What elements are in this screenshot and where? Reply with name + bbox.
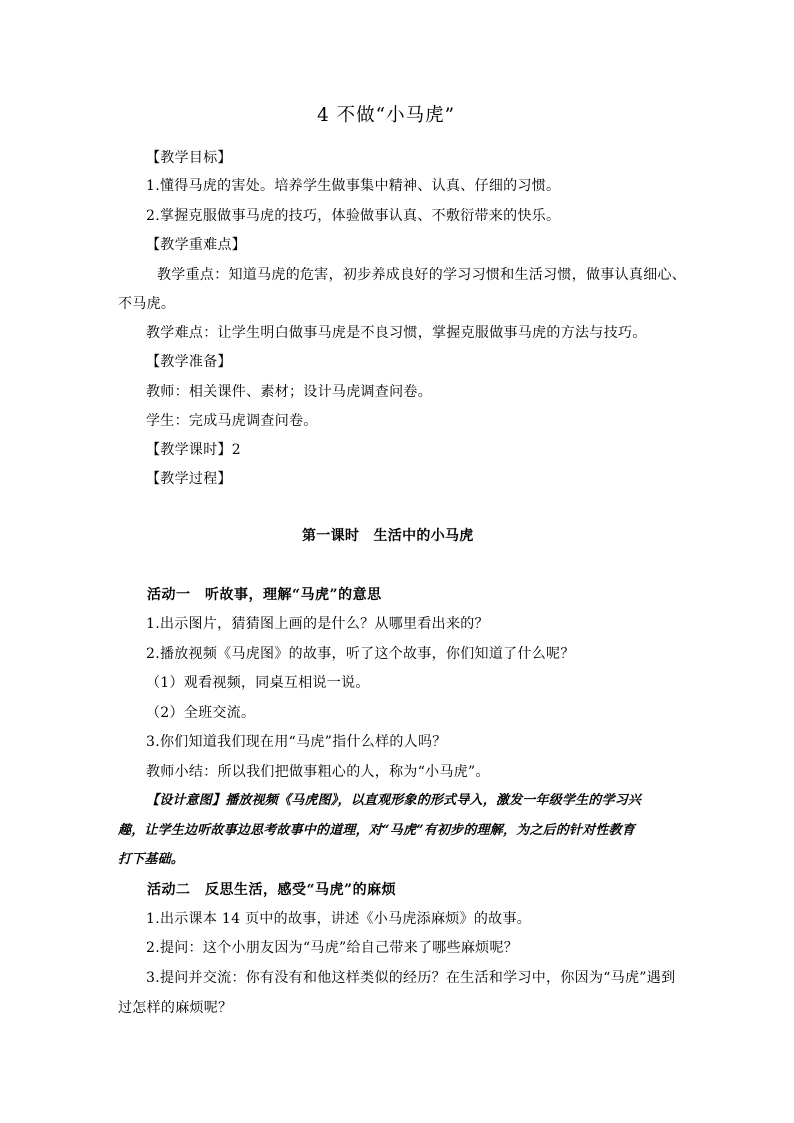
activity-1-sub-1: （1）观看视频，同桌互相说一说。 <box>146 675 370 691</box>
prep-teacher: 教师：相关课件、素材；设计马虎调查问卷。 <box>146 384 432 400</box>
activity-2-item-3-line-1: 3.提问并交流：你有没有和他这样类似的经历？在生活和学习中，你因为“马虎”遇到 <box>146 970 676 986</box>
activity-2-title: 活动二 反思生活，感受“马虎”的麻烦 <box>147 882 397 898</box>
lesson-1-title: 第一课时 生活中的小马虎 <box>302 528 474 544</box>
section-heading-preparation: 【教学准备】 <box>146 354 232 370</box>
activity-2-item-3-line-2: 过怎样的麻烦呢？ <box>118 1000 233 1016</box>
document-title: 4 不做“小马虎” <box>317 105 456 126</box>
goal-item-1: 1.懂得马虎的害处。培养学生做事集中精神、认真、仔细的习惯。 <box>146 178 561 194</box>
design-intent-line-2: 趣，让学生边听故事边思考故事中的道理，对“马虎”有初步的理解，为之后的针对性教育 <box>118 823 635 838</box>
key-point-line-2: 不马虎。 <box>118 296 176 312</box>
activity-1-item-2: 2.播放视频《马虎图》的故事，听了这个故事，你们知道了什么呢？ <box>146 646 575 662</box>
section-heading-hours: 【教学课时】2 <box>146 442 242 458</box>
activity-2-item-1: 1.出示课本 14 页中的故事，讲述《小马虎添麻烦》的故事。 <box>146 911 532 927</box>
activity-2-item-2: 2.提问：这个小朋友因为“马虎”给自己带来了哪些麻烦呢？ <box>146 940 519 956</box>
activity-1-title: 活动一 听故事，理解“马虎”的意思 <box>147 587 382 603</box>
key-point-line-1: 教学重点：知道马虎的危害，初步养成良好的学习习惯和生活习惯，做事认真细心、 <box>157 267 687 283</box>
section-heading-process: 【教学过程】 <box>146 471 232 487</box>
section-heading-key-points: 【教学重难点】 <box>146 237 247 253</box>
design-intent-line-1: 【设计意图】播放视频《马虎图》，以直观形象的形式导入，激发一年级学生的学习兴 <box>146 793 642 808</box>
goal-item-2: 2.掌握克服做事马虎的技巧，体验做事认真、不敷衍带来的快乐。 <box>146 208 561 224</box>
activity-1-sub-2: （2）全班交流。 <box>146 705 256 721</box>
activity-1-item-3: 3.你们知道我们现在用“马虎”指什么样的人吗？ <box>146 734 447 750</box>
section-heading-goals: 【教学目标】 <box>146 150 232 166</box>
teacher-summary: 教师小结：所以我们把做事粗心的人，称为“小马虎”。 <box>146 764 490 780</box>
design-intent-line-3: 打下基础。 <box>118 852 185 867</box>
prep-student: 学生：完成马虎调查问卷。 <box>146 413 318 429</box>
difficult-point: 教学难点：让学生明白做事马虎是不良习惯，掌握克服做事马虎的方法与技巧。 <box>146 325 647 341</box>
activity-1-item-1: 1.出示图片，猜猜图上画的是什么？从哪里看出来的？ <box>146 616 489 632</box>
